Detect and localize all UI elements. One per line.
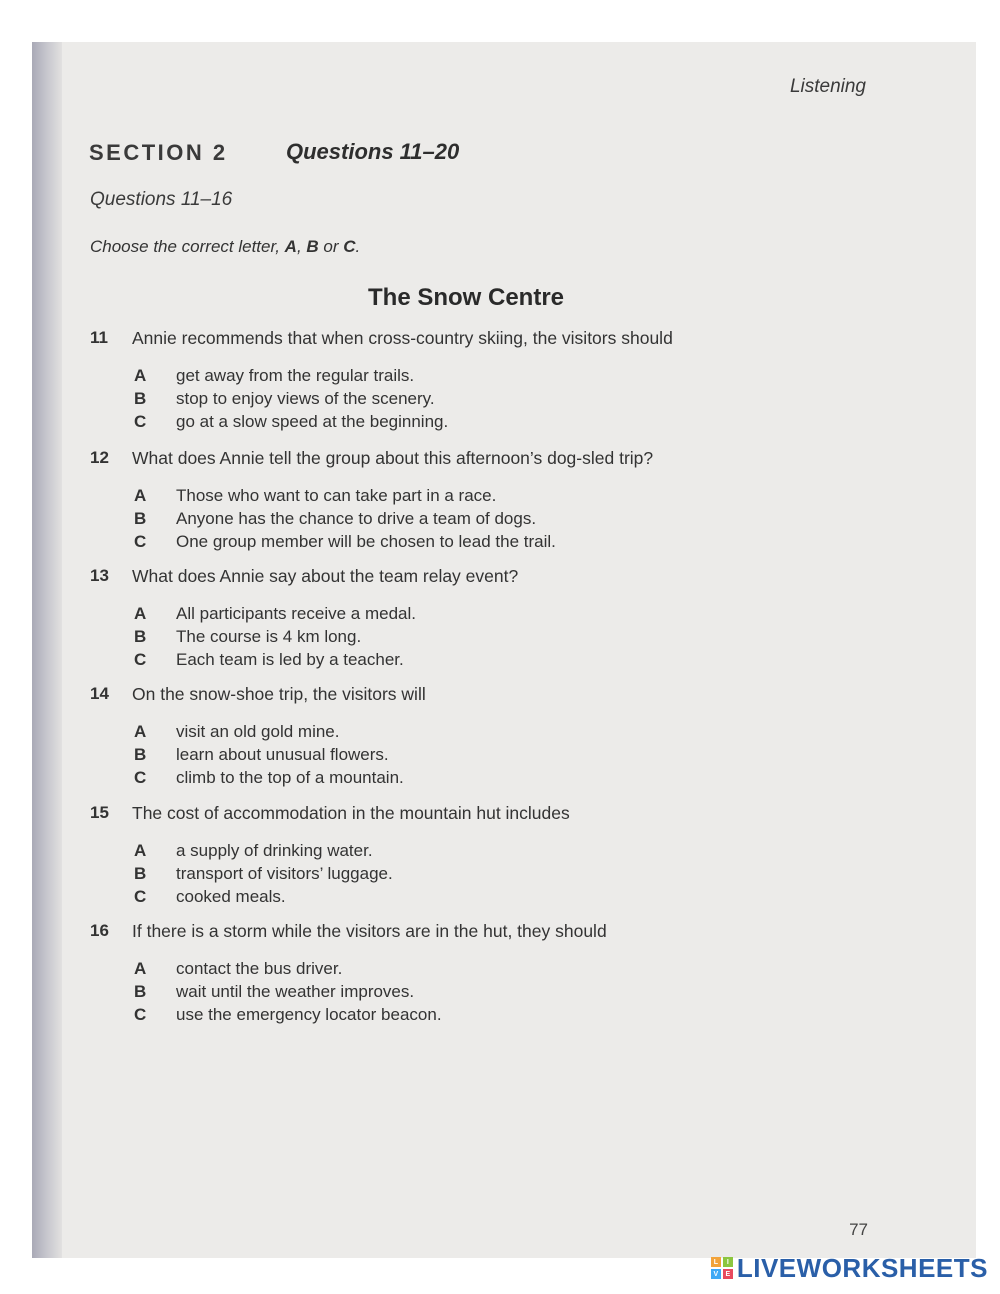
question-text: On the snow-shoe trip, the visitors will: [132, 684, 426, 704]
instruction-letter-b: B: [306, 237, 319, 256]
option-letter: C: [134, 650, 147, 669]
logo-grid-cell: I: [723, 1257, 733, 1267]
option-c: [134, 887, 834, 911]
option-letter: B: [134, 745, 147, 764]
option-a: [134, 366, 834, 390]
option-letter: B: [134, 627, 147, 646]
option-text: use the emergency locator beacon.: [176, 1005, 442, 1024]
section-title: SECTION 2: [89, 140, 228, 165]
option-b: [134, 509, 834, 533]
option-text: stop to enjoy views of the scenery.: [176, 389, 435, 408]
option-a: [134, 604, 834, 628]
option-a: [134, 486, 834, 510]
option-letter: C: [134, 1005, 147, 1024]
option-text: cooked meals.: [176, 887, 286, 906]
questions-subrange: Questions 11–16: [90, 189, 233, 210]
option-c: [134, 532, 834, 556]
option-letter: C: [134, 768, 147, 787]
option-text: Those who want to can take part in a race.: [176, 486, 497, 505]
page-header-label: Listening: [789, 76, 866, 97]
option-letter: A: [134, 366, 147, 385]
instruction-sep2: or: [318, 237, 344, 256]
option-b: [134, 389, 834, 413]
option-letter: C: [134, 887, 147, 906]
option-text: contact the bus driver.: [176, 959, 343, 978]
question-number: 11: [90, 328, 108, 347]
instruction-prefix: Choose the correct letter,: [90, 237, 285, 256]
question-number: 14: [90, 684, 109, 703]
option-c: [134, 1005, 834, 1029]
question-text: If there is a storm while the visitors are in the hut, they should: [132, 921, 607, 941]
option-b: [134, 864, 834, 888]
option-letter: B: [134, 389, 147, 408]
option-text: learn about unusual flowers.: [176, 745, 389, 764]
instruction-sep1: ,: [296, 237, 307, 256]
instruction-letter-c: C: [343, 237, 356, 256]
option-b: [134, 627, 834, 651]
instruction-letter-a: A: [284, 237, 297, 256]
option-c: [134, 650, 834, 674]
option-text: visit an old gold mine.: [176, 722, 340, 741]
option-letter: A: [134, 604, 147, 623]
question-text: The cost of accommodation in the mountain hut includes: [132, 803, 570, 823]
option-letter: B: [134, 982, 147, 1001]
question-text: What does Annie tell the group about this afternoon’s dog-sled trip?: [132, 448, 654, 468]
option-a: [134, 722, 834, 746]
question-number: 12: [90, 448, 109, 467]
question-number: 13: [90, 566, 109, 585]
liveworksheets-logo: [711, 1252, 988, 1284]
option-b: [134, 745, 834, 769]
page-number: 77: [849, 1220, 868, 1239]
logo-grid-cell: L: [711, 1257, 721, 1267]
option-letter: B: [134, 509, 147, 528]
logo-grid-cell: V: [711, 1269, 721, 1279]
option-c: [134, 768, 834, 792]
logo-text: LIVEWORKSHEETS: [736, 1252, 988, 1283]
instruction-suffix: .: [355, 237, 361, 256]
option-text: wait until the weather improves.: [176, 982, 415, 1001]
logo-grid-cell: E: [723, 1269, 733, 1279]
section-questions-range: Questions 11–20: [286, 139, 460, 164]
option-letter: A: [134, 841, 147, 860]
worksheet-page: [32, 42, 976, 1258]
option-letter: A: [134, 722, 147, 741]
option-b: [134, 982, 834, 1006]
question-number: 15: [90, 803, 109, 822]
question-number: 16: [90, 921, 109, 940]
option-text: The course is 4 km long.: [176, 627, 362, 646]
option-letter: A: [134, 486, 147, 505]
option-text: Each team is led by a teacher.: [176, 650, 404, 669]
document-title: The Snow Centre: [368, 284, 565, 311]
option-text: a supply of drinking water.: [176, 841, 373, 860]
logo-grid-icon: [711, 1257, 733, 1279]
option-text: Anyone has the chance to drive a team of dogs.: [176, 509, 537, 528]
option-text: get away from the regular trails.: [176, 366, 415, 385]
question-text: What does Annie say about the team relay event?: [132, 566, 519, 586]
option-c: [134, 412, 834, 436]
option-letter: C: [134, 412, 147, 431]
option-text: All participants receive a medal.: [176, 604, 417, 623]
option-letter: C: [134, 532, 147, 551]
option-letter: B: [134, 864, 147, 883]
instruction: [90, 237, 360, 257]
book-binding-shadow: [32, 42, 62, 1258]
option-text: go at a slow speed at the beginning.: [176, 412, 449, 431]
option-text: climb to the top of a mountain.: [176, 768, 404, 787]
option-text: One group member will be chosen to lead the trail.: [176, 532, 556, 551]
question-text: Annie recommends that when cross-country skiing, the visitors should: [132, 328, 673, 348]
option-text: transport of visitors’ luggage.: [176, 864, 393, 883]
option-a: [134, 959, 834, 983]
option-letter: A: [134, 959, 147, 978]
option-a: [134, 841, 834, 865]
